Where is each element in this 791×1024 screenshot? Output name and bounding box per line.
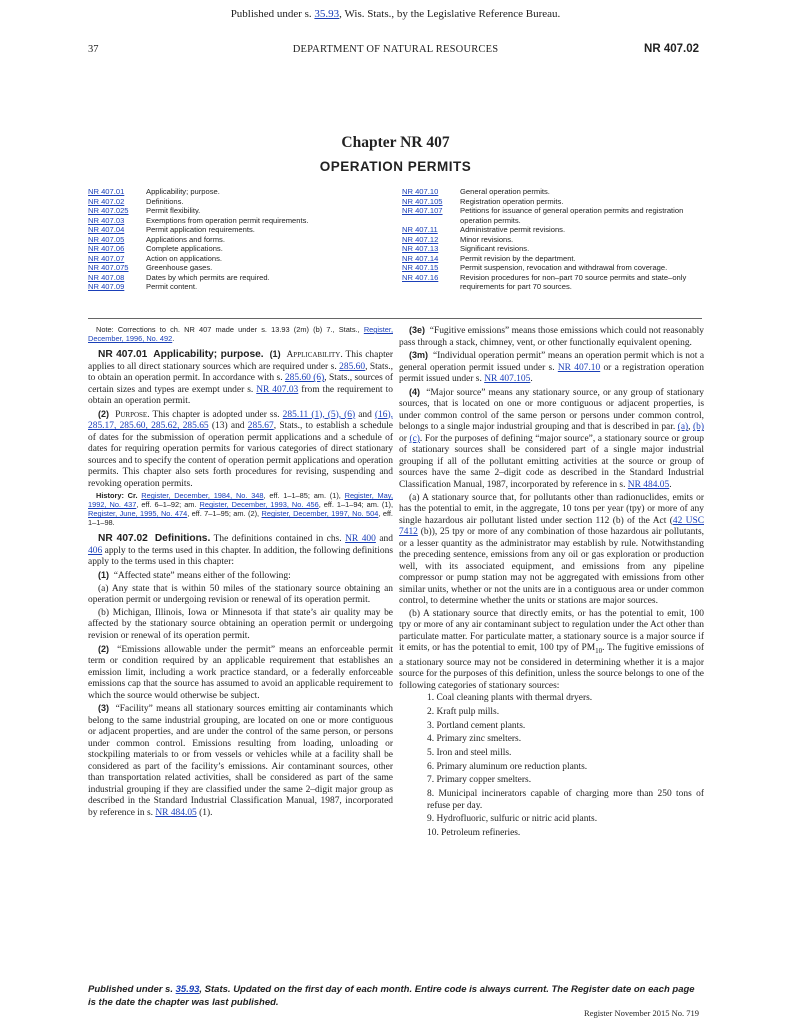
history-link-1[interactable]: Register, December, 1984, No. 348 <box>141 491 264 501</box>
section-407-01: NR 407.01 Applicability; purpose. (1) Applicability. This chapter applies to all direct stationary sources which are required under s. 285.60, Stats., to obtain an operation permit. In accordance with s. 285.60 (6), Stats., sources of certain sizes and types are exempt under s. NR 407.03 from the requirement to obtain an operation permit. <box>88 349 394 406</box>
source-category-item: 6. Primary aluminum ore reduction plants. <box>427 761 588 772</box>
section-code-header: NR 407.02 <box>644 43 699 55</box>
toc-entry <box>402 244 692 254</box>
history-link-4[interactable]: Register, June, 1995, No. 474 <box>88 509 188 519</box>
chapter-subtitle: OPERATION PERMITS <box>319 159 472 174</box>
history-note: History: Cr. Register, December, 1984, No. 348, eff. 1–1–85; am. (1), Register, May, 1992, No. 437, eff. 6–1–92; am. Register, December, 1993, No. 456, eff. 1–1–94; am. (1), Register, June, 1995, No. 474, eff. 7–1–95; am. (2), Register, December, 1997, No. 504, eff. 1–1–98. <box>88 491 393 528</box>
note-register-link[interactable]: Register, December, 1996, No. 492 <box>88 325 393 343</box>
toc-section-title: Petitions for issuance of general operation permits and registration operation permits. <box>460 206 684 225</box>
toc-section-title: Definitions. <box>146 196 184 206</box>
toc-entry <box>402 197 692 207</box>
section-407-02: NR 407.02 Definitions. The definitions contained in chs. NR 400 and 406 apply to the terms used in this chapter. In addition, the following definitions apply to the terms used in this chapter: <box>88 533 393 568</box>
register-date: Register November 2015 No. 719 <box>584 1008 699 1018</box>
link-nr-407-03[interactable]: NR 407.03 <box>256 384 299 395</box>
toc-section-title: Permit content. <box>146 282 198 291</box>
toc-section-link[interactable]: NR 407.107 <box>402 206 443 215</box>
toc-section-link[interactable]: NR 407.04 <box>88 225 125 234</box>
toc-left <box>88 187 378 292</box>
toc-entry <box>402 254 692 264</box>
toc-section-title: Action on applications. <box>146 253 222 263</box>
definition-1b: (b) Michigan, Illinois, Iowa or Minnesota if that state’s air quality may be affected by the stationary source obtaining an operation permit or undergoing revision or renewal of its operation permit. <box>88 607 393 641</box>
source-category-item: 1. Coal cleaning plants with thermal dryers. <box>427 693 593 704</box>
toc-right <box>402 187 692 292</box>
link-par-c[interactable]: (c) <box>409 433 420 444</box>
chapter-title: Chapter NR 407 <box>341 134 450 151</box>
definition-2: (2) “Emissions allowable under the permit” means an enforceable permit term or condition required by an applicable requirement that establishes an emission limit, including a work practice standard, or a federally enforceable emissions cap that the source has assumed to avoid an applicable requirement to which the source would otherwise be subject. <box>88 643 394 701</box>
toc-section-link[interactable]: NR 407.025 <box>88 206 129 215</box>
right-column <box>399 325 704 842</box>
toc-section-link[interactable]: NR 407.01 <box>88 187 125 196</box>
toc-section-link[interactable]: NR 407.13 <box>402 244 439 253</box>
toc-section-title: Revision procedures for non–part 70 source permits and state–only requirements for part 70 sources. <box>460 272 687 291</box>
divider-rule <box>88 318 702 319</box>
toc-section-link[interactable]: NR 407.16 <box>402 272 439 282</box>
link-nr-400[interactable]: NR 400 <box>345 534 376 545</box>
link-285-60-6[interactable]: 285.60 (6) <box>284 373 325 383</box>
banner-link-35-93[interactable]: 35.93 <box>314 8 340 20</box>
toc-section-title: Greenhouse gases. <box>146 263 213 272</box>
page-number: 37 <box>88 44 99 55</box>
link-406[interactable]: 406 <box>88 545 103 556</box>
toc-section-title: General operation permits. <box>460 187 550 196</box>
definition-4b: (b) A stationary source that directly emits, or has the potential to emit, 100 tpy or more of any air contaminant subject to regulation under the Act other than particulate matter. For particulate matter, a stationary source is a major source if it emits, or has the potential to emit, 100 tpy of $PM_{10}$. The fugitive emissions of a stationary source may not be considered in determining whether it is a major source for the purposes of this definition, unless the source belongs to one of the following categories of stationary sources: <box>399 608 704 691</box>
toc-entry <box>88 197 378 207</box>
definition-3e: (3e) “Fugitive emissions” means those emissions which could not reasonably pass through a stack, chimney, vent, or other functionally equivalent opening. <box>399 325 705 348</box>
toc-section-title: Permit flexibility. <box>146 206 201 215</box>
toc-entry <box>88 263 378 273</box>
toc-entry <box>402 225 692 235</box>
toc-section-title: Administrative permit revisions. <box>460 225 566 234</box>
toc-entry <box>88 282 378 292</box>
toc-section-link[interactable]: NR 407.14 <box>402 253 439 263</box>
toc-section-link[interactable]: NR 407.11 <box>402 225 438 234</box>
toc-entry <box>88 273 378 283</box>
toc-section-title: Applications and forms. <box>146 234 225 244</box>
toc-section-link[interactable]: NR 407.10 <box>402 187 439 196</box>
link-nr-407-105[interactable]: NR 407.105 <box>484 374 531 385</box>
toc-entry <box>88 244 378 254</box>
definition-4: (4) “Major source” means any stationary source, or any group of stationary sources, that is located on one or more contiguous or adjacent properties, is under common control of the same person or persons under common control, belongs to a single major industrial grouping and that is described in par. (a), (b) or (c). For the purposes of defining “major source”, a stationary source or group of stationary sources shall be considered part of a single major industrial grouping if all of the pollutant emitting activities at the source or group of sources have the same 2–digit code as described in the Standard Industrial Classification Manual, 1987, incorporated by reference in s. NR 484.05. <box>399 386 704 490</box>
source-category-list <box>399 693 704 839</box>
toc-entry <box>88 216 378 226</box>
toc-section-link[interactable]: NR 407.15 <box>402 263 439 272</box>
toc-section-link[interactable]: NR 407.02 <box>88 196 125 206</box>
toc-entry <box>88 225 378 235</box>
toc-section-title: Registration operation permits. <box>460 196 564 206</box>
toc-section-title: Dates by which permits are required. <box>146 272 270 282</box>
toc-section-link[interactable]: NR 407.12 <box>402 234 439 244</box>
editor-note: Note: Corrections to ch. NR 407 made under s. 13.93 (2m) (b) 7., Stats., Register, December, 1996, No. 492. <box>88 325 393 343</box>
section-407-01-purpose: (2) Purpose. This chapter is adopted under ss. 285.11 (1), (5), (6) and (16), 285.17, 285.60, 285.62, 285.65 (13) and 285.67, Stats., to establish a schedule of dates for the submission of operation permit applications and a schedule of dates for requiring operation permits for various categories of direct stationary sources and to specify the content of operation permit applications and operation permits. This chapter also sets forth procedures for revising, suspending and revoking operation permits. <box>88 408 393 489</box>
link-par-a[interactable]: (a) <box>677 422 689 433</box>
top-banner <box>0 8 791 20</box>
link-285-67[interactable]: 285.67 <box>247 421 274 432</box>
source-category-item: 2. Kraft pulp mills. <box>427 707 500 718</box>
footer-line-1: Published under s. 35.93, Stats. Updated on the first day of each month. Entire code is always current. The Register date on each page <box>88 984 695 995</box>
definition-3m: (3m) “Individual operation permit” means an operation permit which is not a general operation permit issued under s. NR 407.10 or a registration operation permit issued under s. NR 407.105. <box>399 350 705 385</box>
toc-entry <box>88 206 378 216</box>
toc-section-title: Permit application requirements. <box>146 225 255 234</box>
link-nr-407-10[interactable]: NR 407.10 <box>557 362 601 373</box>
toc-entry <box>402 273 692 292</box>
link-285-series[interactable]: (16), 285.17, 285.60, 285.62, 285.65 <box>88 409 393 432</box>
toc-entry <box>88 235 378 245</box>
toc-section-title: Significant revisions. <box>460 244 530 253</box>
toc-section-link[interactable]: NR 407.09 <box>88 282 125 291</box>
toc-entry <box>402 206 692 225</box>
definition-1: (1) “Affected state” means either of the following: <box>98 570 291 582</box>
left-column <box>88 325 393 821</box>
toc-section-link[interactable]: NR 407.05 <box>88 234 125 244</box>
toc-entry <box>402 263 692 273</box>
source-category-item: 10. Petroleum refineries. <box>427 828 521 839</box>
toc-section-title: Exemptions from operation permit requirements. <box>146 215 309 225</box>
banner-text: Published under s. <box>230 8 315 20</box>
toc-section-link[interactable]: NR 407.06 <box>88 244 125 253</box>
toc-section-title: Permit suspension, revocation and withdrawal from coverage. <box>460 263 668 272</box>
toc-section-link[interactable]: NR 407.03 <box>88 215 125 225</box>
link-nr-484-05-b[interactable]: NR 484.05 <box>627 479 670 490</box>
history-link-3[interactable]: Register, December, 1993, No. 456 <box>199 500 319 510</box>
source-category-item: 7. Primary copper smelters. <box>427 775 532 786</box>
toc-section-link[interactable]: NR 407.08 <box>88 272 125 282</box>
toc-entry <box>88 254 378 264</box>
source-category-item: 3. Portland cement plants. <box>427 720 526 731</box>
link-42-usc-7412[interactable]: 42 USC 7412 <box>399 515 705 538</box>
toc-section-title: Complete applications. <box>146 244 223 253</box>
source-category-item: 5. Iron and steel mills. <box>427 748 512 759</box>
toc-entry <box>88 187 378 197</box>
link-par-b[interactable]: (b) <box>692 422 704 433</box>
toc-section-link[interactable]: NR 407.105 <box>402 196 443 206</box>
link-285-11[interactable]: 285.11 (1), (5), (6) <box>282 409 356 420</box>
toc-section-title: Permit revision by the department. <box>460 253 576 263</box>
history-link-5[interactable]: Register, December, 1997, No. 504 <box>261 509 379 519</box>
toc-section-title: Minor revisions. <box>460 234 514 244</box>
footer-line-2: is the date the chapter was last published. <box>88 997 279 1008</box>
toc-section-title: Applicability; purpose. <box>146 187 220 196</box>
footer-link-35-93[interactable]: 35.93 <box>175 984 200 995</box>
department-header: DEPARTMENT OF NATURAL RESOURCES <box>292 44 499 55</box>
toc-entry <box>402 187 692 197</box>
source-category-item: 9. Hydrofluoric, sulfuric or nitric acid plants. <box>427 814 598 825</box>
link-285-60[interactable]: 285.60 <box>339 361 366 372</box>
toc-section-link[interactable]: NR 407.075 <box>88 263 129 272</box>
definition-1a: (a) Any state that is within 50 miles of the stationary source obtaining an operation permit or undergoing revision or renewal of its operation permit. <box>88 583 393 606</box>
history-link-2[interactable]: Register, May, 1992, No. 437 <box>88 491 393 510</box>
source-category-item: 4. Primary zinc smelters. <box>427 734 522 745</box>
toc-entry <box>402 235 692 245</box>
source-category-item: 8. Municipal incinerators capable of charging more than 250 tons of refuse per day. <box>427 789 704 811</box>
link-nr-484-05[interactable]: NR 484.05 <box>155 807 197 818</box>
toc-section-link[interactable]: NR 407.07 <box>88 253 125 263</box>
definition-3: (3) “Facility” means all stationary sources emitting air contaminants which belong to the same industrial grouping, are located on one or more contiguous or adjacent properties, and are under the control of the same person, or persons under common control. Emissions resulting from loading, unloading or stockpiling materials to or from vessels or vehicles while at a facility shall be considered as part of the facility’s emissions. Air contaminant sources, other than transportation related activities, shall be considered as part of the same industrial grouping if they are classified under the same 2–digit major group as described in the Standard Industrial Classification Manual, 1987, incorporated by reference in s. NR 484.05 (1). <box>88 703 393 818</box>
banner-text-end: , Wis. Stats., by the Legislative Reference Bureau. <box>339 8 561 20</box>
definition-4a: (a) A stationary source that, for pollutants other than radionuclides, emits or has the potential to emit, in the aggregate, 10 tons per year (tpy) or more of any single hazardous air pollutant listed under section 112 (b) of the Act (42 USC 7412 (b)), 25 tpy or more of any combination of those hazardous air pollutants, or a lesser quantity as the administrator may establish by rule. Notwithstanding the preceding sentence, emissions from any oil or gas exploration or production well, with its associated equipment, and emissions from any pipeline compressor or pump station may not be aggregated with emissions from other similar units, whether or not the units are in a contiguous area or under common control, to determine whether the units or stations are major sources. <box>399 492 705 607</box>
